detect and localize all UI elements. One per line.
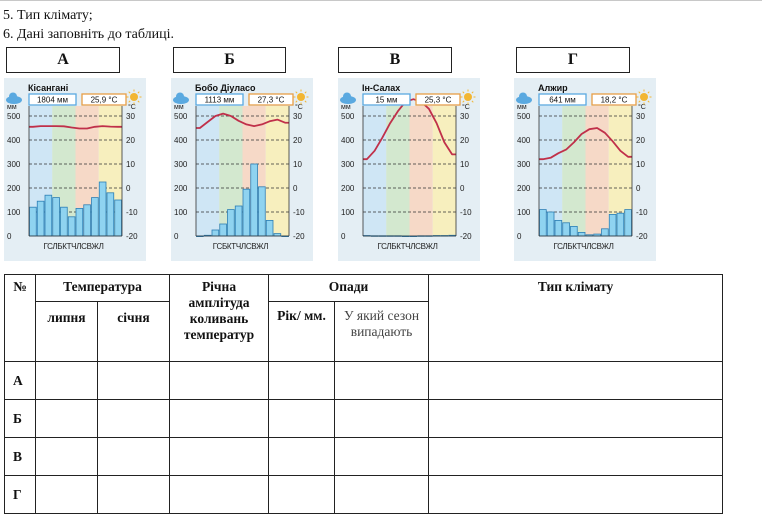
station-name: Бобо Діуласо xyxy=(195,83,256,93)
cell-c-january[interactable] xyxy=(98,438,170,476)
header-precip-year: Рік/ мм. xyxy=(269,302,335,362)
precip-unit: мм xyxy=(517,104,527,111)
temp-tick-label: 10 xyxy=(636,160,645,169)
climate-chart-svg xyxy=(171,78,313,261)
precip-bar xyxy=(555,220,562,236)
temp-tick-label: -20 xyxy=(293,232,305,241)
temp-tick-label: 10 xyxy=(460,160,469,169)
precip-tick-label: 300 xyxy=(174,160,188,169)
sun-icon-part xyxy=(464,93,472,101)
precip-bar xyxy=(235,206,242,236)
temp-tick-label: -20 xyxy=(126,232,138,241)
precip-bar xyxy=(602,229,609,236)
cell-d-july[interactable] xyxy=(36,476,98,514)
sun-icon-part xyxy=(297,93,305,101)
temp-tick-label: 0 xyxy=(460,184,465,193)
cloud-icon-part xyxy=(519,93,527,101)
precip-tick-label: 100 xyxy=(517,208,531,217)
precip-total: 641 мм xyxy=(549,95,576,105)
cell-a-january[interactable] xyxy=(98,362,170,400)
precip-tick-label: 100 xyxy=(7,208,21,217)
station-name: Кісангані xyxy=(28,83,69,93)
month-labels: ГСБКТЧЛСВЖЛ xyxy=(212,242,269,251)
precip-bar xyxy=(84,205,91,236)
precip-tick-label: 400 xyxy=(174,136,188,145)
precip-bar xyxy=(68,217,75,236)
temp-tick-label: 30 xyxy=(460,112,469,121)
cell-a-precip-season[interactable] xyxy=(335,362,429,400)
cloud-icon-part xyxy=(176,93,184,101)
cell-c-precip-season[interactable] xyxy=(335,438,429,476)
precip-tick-label: 500 xyxy=(7,112,21,121)
precip-tick-label: 200 xyxy=(174,184,188,193)
season-band xyxy=(433,106,456,236)
precip-total: 1113 мм xyxy=(204,95,235,105)
cell-b-january[interactable] xyxy=(98,400,170,438)
precip-bar xyxy=(76,208,83,236)
cell-a-climate-type[interactable] xyxy=(429,362,723,400)
task-line-5: 5. Тип клімату; xyxy=(3,8,93,23)
precip-bar xyxy=(540,210,547,236)
precip-total: 1804 мм xyxy=(36,95,69,105)
precip-tick-label: 0 xyxy=(174,232,179,241)
climate-chart-d xyxy=(514,78,656,261)
cell-a-amplitude[interactable] xyxy=(170,362,269,400)
precip-bar xyxy=(547,212,554,236)
precip-unit: мм xyxy=(174,104,184,111)
precip-tick-label: 300 xyxy=(341,160,355,169)
month-labels: ГСЛБКТЧЛСВЖЛ xyxy=(377,242,438,251)
temp-mean: 25,3 °C xyxy=(424,95,452,105)
season-band xyxy=(196,106,219,236)
temp-tick-label: -10 xyxy=(636,208,648,217)
precip-tick-label: 500 xyxy=(174,112,188,121)
sun-icon-part xyxy=(640,93,648,101)
chart-label-b: Б xyxy=(173,47,286,73)
temp-unit: °C xyxy=(128,104,136,111)
precip-bar xyxy=(53,198,60,236)
temp-tick-label: -10 xyxy=(126,208,138,217)
climate-chart-svg xyxy=(338,78,480,261)
precip-tick-label: 100 xyxy=(341,208,355,217)
cloud-icon-part xyxy=(343,93,351,101)
cell-a-precip-year[interactable] xyxy=(269,362,335,400)
header-july: липня xyxy=(36,302,98,362)
precip-tick-label: 400 xyxy=(341,136,355,145)
precip-tick-label: 500 xyxy=(341,112,355,121)
precip-tick-label: 400 xyxy=(517,136,531,145)
precip-bar xyxy=(617,213,624,236)
precip-bar xyxy=(37,201,44,236)
month-labels: ГСЛБКТЧЛСВЖЛ xyxy=(553,242,614,251)
precip-bar xyxy=(99,182,106,236)
season-band xyxy=(363,106,386,236)
precip-bar xyxy=(251,164,258,236)
temp-tick-label: 20 xyxy=(636,136,645,145)
cell-c-climate-type[interactable] xyxy=(429,438,723,476)
cell-c-precip-year[interactable] xyxy=(269,438,335,476)
precip-bar xyxy=(609,214,616,236)
temp-mean: 25,9 °C xyxy=(90,95,118,105)
temp-mean: 18,2 °C xyxy=(600,95,628,105)
precip-bar xyxy=(571,226,578,236)
header-climate-type: Тип клімату xyxy=(429,275,723,362)
row-label-d: Г xyxy=(5,476,36,514)
climate-chart-c xyxy=(338,78,480,261)
chart-label-a: А xyxy=(6,47,120,73)
cloud-icon-part xyxy=(9,93,17,101)
precip-bar xyxy=(115,200,122,236)
climate-chart-a xyxy=(4,78,146,261)
cell-d-precip-season[interactable] xyxy=(335,476,429,514)
precip-bar xyxy=(243,189,250,236)
row-label-a: А xyxy=(5,362,36,400)
cell-b-precip-season[interactable] xyxy=(335,400,429,438)
cell-d-january[interactable] xyxy=(98,476,170,514)
precip-tick-label: 300 xyxy=(517,160,531,169)
temp-unit: °C xyxy=(295,104,303,111)
precip-bar xyxy=(625,210,632,236)
temp-tick-label: -10 xyxy=(293,208,305,217)
precip-tick-label: 0 xyxy=(7,232,12,241)
task-line-6: 6. Дані заповніть до таблиці. xyxy=(3,27,174,42)
cell-d-precip-year[interactable] xyxy=(269,476,335,514)
season-band xyxy=(410,106,433,236)
temp-unit: °C xyxy=(638,104,646,111)
header-temperature: Температура xyxy=(36,275,170,302)
cell-d-climate-type[interactable] xyxy=(429,476,723,514)
precip-total: 15 мм xyxy=(375,95,398,105)
precip-tick-label: 200 xyxy=(517,184,531,193)
header-january: січня xyxy=(98,302,170,362)
cell-b-climate-type[interactable] xyxy=(429,400,723,438)
temp-mean: 27,3 °C xyxy=(257,95,285,105)
cell-c-amplitude[interactable] xyxy=(170,438,269,476)
temp-tick-label: -20 xyxy=(636,232,648,241)
header-precipitation: Опади xyxy=(269,275,429,302)
temp-tick-label: 20 xyxy=(293,136,302,145)
chart-label-c: В xyxy=(338,47,452,73)
station-name: Алжир xyxy=(538,83,568,93)
temp-tick-label: 20 xyxy=(460,136,469,145)
precip-bar xyxy=(563,223,570,236)
season-band xyxy=(266,106,289,236)
precip-unit: мм xyxy=(7,104,17,111)
cell-b-july[interactable] xyxy=(36,400,98,438)
temp-tick-label: 10 xyxy=(126,160,135,169)
month-labels: ГСЛБКТЧЛСВЖЛ xyxy=(43,242,104,251)
precip-unit: мм xyxy=(341,104,351,111)
station-name: Ін-Салах xyxy=(362,83,401,93)
temp-tick-label: 10 xyxy=(293,160,302,169)
season-band xyxy=(586,106,609,236)
precip-bar xyxy=(61,207,68,236)
chart-label-d: Г xyxy=(516,47,630,73)
temp-tick-label: 30 xyxy=(293,112,302,121)
temp-tick-label: 0 xyxy=(293,184,298,193)
season-band xyxy=(562,106,585,236)
precip-bar xyxy=(266,220,273,236)
temp-tick-label: 0 xyxy=(126,184,131,193)
cell-d-amplitude[interactable] xyxy=(170,476,269,514)
cell-c-july[interactable] xyxy=(36,438,98,476)
precip-bar xyxy=(92,198,99,236)
row-label-b: Б xyxy=(5,400,36,438)
climate-table xyxy=(4,274,723,514)
top-divider xyxy=(0,0,762,1)
precip-tick-label: 400 xyxy=(7,136,21,145)
temp-tick-label: 30 xyxy=(126,112,135,121)
temp-tick-label: 20 xyxy=(126,136,135,145)
precip-bar xyxy=(107,193,114,236)
row-label-c: В xyxy=(5,438,36,476)
temp-tick-label: 0 xyxy=(636,184,641,193)
temp-tick-label: -10 xyxy=(460,208,472,217)
sun-icon-part xyxy=(130,93,138,101)
header-precip-season: У який сезон випадають xyxy=(335,302,429,362)
temp-tick-label: -20 xyxy=(460,232,472,241)
precip-tick-label: 500 xyxy=(517,112,531,121)
precip-bar xyxy=(30,207,37,236)
precip-bar xyxy=(45,195,52,236)
precip-bar xyxy=(228,210,235,236)
climate-chart-b xyxy=(171,78,313,261)
precip-tick-label: 100 xyxy=(174,208,188,217)
precip-bar xyxy=(220,224,227,236)
cell-a-july[interactable] xyxy=(36,362,98,400)
climate-chart-svg xyxy=(4,78,146,261)
precip-bar xyxy=(259,187,266,236)
precip-bar xyxy=(212,230,219,236)
temp-tick-label: 30 xyxy=(636,112,645,121)
precip-tick-label: 300 xyxy=(7,160,21,169)
header-amplitude: Річна амплітуда коливань температур xyxy=(170,275,269,362)
climate-chart-svg xyxy=(514,78,656,261)
precip-tick-label: 0 xyxy=(341,232,346,241)
precip-tick-label: 0 xyxy=(517,232,522,241)
precip-tick-label: 200 xyxy=(341,184,355,193)
precip-tick-label: 200 xyxy=(7,184,21,193)
header-number: № xyxy=(5,275,36,362)
precip-bar xyxy=(578,232,585,236)
cell-b-precip-year[interactable] xyxy=(269,400,335,438)
temp-unit: °C xyxy=(462,104,470,111)
cell-b-amplitude[interactable] xyxy=(170,400,269,438)
